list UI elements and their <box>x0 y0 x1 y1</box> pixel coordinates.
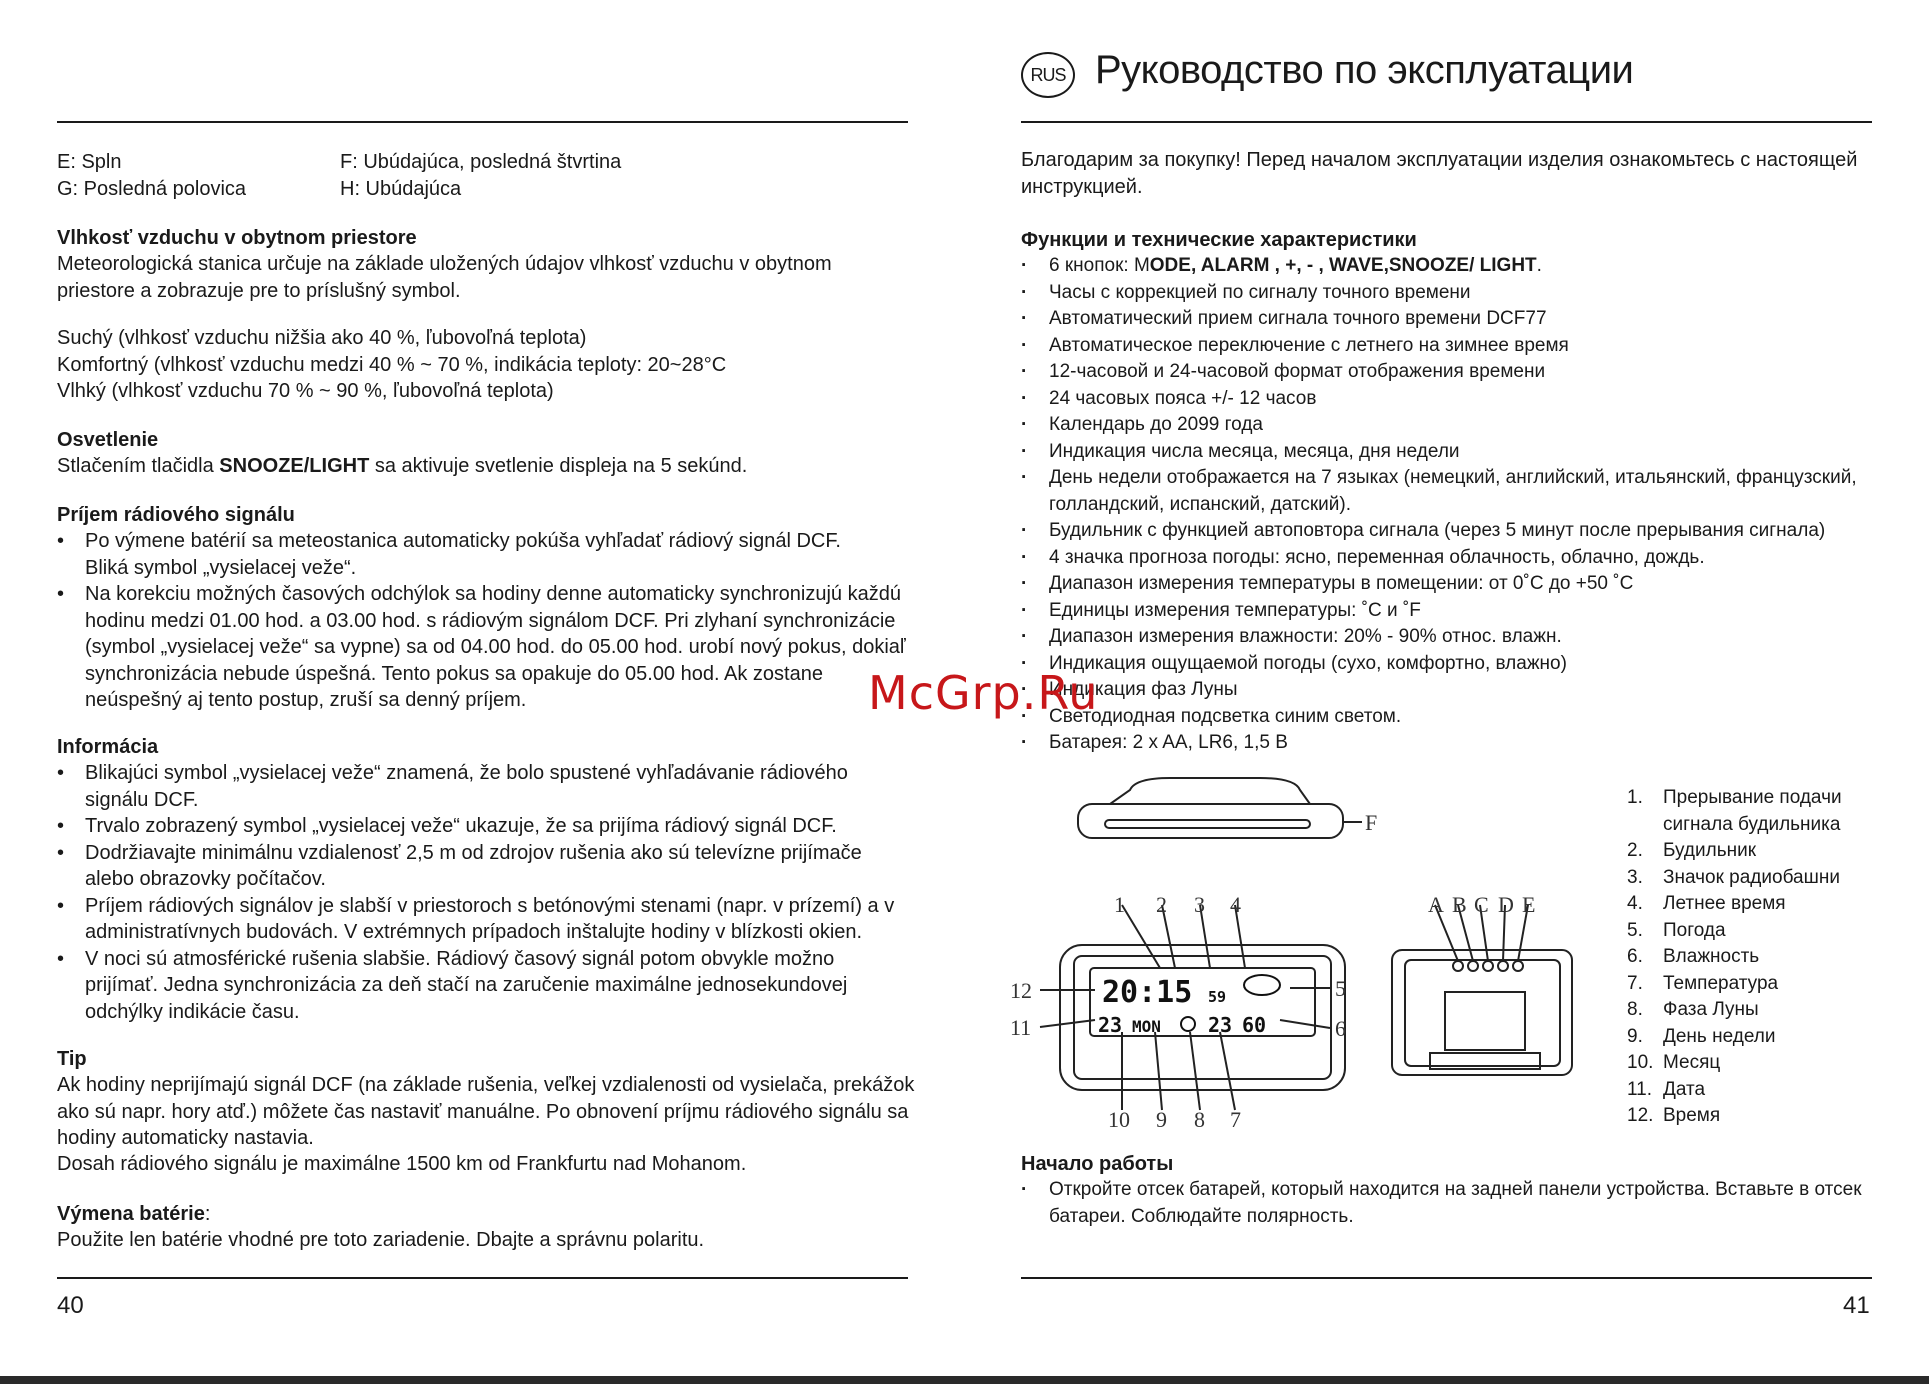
legend-item: 2. Будильник <box>1627 840 1757 861</box>
lcd-seconds: 59 <box>1208 988 1227 1006</box>
moon-phase-row-1 <box>57 149 757 176</box>
diagram-label-1: 1 <box>1114 892 1125 917</box>
right-top-rule <box>1021 121 1872 123</box>
device-diagram <box>1010 770 1580 1140</box>
lcd-weekday: MON <box>1132 1017 1161 1036</box>
diagram-label-9: 9 <box>1156 1107 1167 1132</box>
humidity-heading: Vlhkosť vzduchu v obytnom priestore <box>57 227 417 249</box>
humidity-wet: Vlhký (vlhkosť vzduchu 70 % ~ 90 %, ľubovoľná teplota) <box>57 380 554 402</box>
light-text-post: sa aktivuje svetlenie displeja na 5 sekúnd. <box>369 455 748 477</box>
start-item: · Откройте отсек батарей, который находится на задней панели устройства. Вставьте в отсек батареи. Соблюдайте полярность. <box>1021 1177 1881 1230</box>
right-bottom-rule <box>1021 1277 1872 1279</box>
light-heading: Osvetlenie <box>57 429 159 451</box>
feature-item: · Будильник с функцией автоповтора сигнала (через 5 минут после прерывания сигнала) <box>1021 518 1891 545</box>
tip-heading: Tip <box>57 1048 87 1070</box>
legend-item: 9. День недели <box>1627 1025 1776 1047</box>
diagram-label-2: 2 <box>1156 892 1167 917</box>
diagram-label-10: 10 <box>1108 1107 1130 1132</box>
legend-item: 4. Летнее время <box>1627 893 1786 914</box>
diagram-label-12: 12 <box>1010 978 1032 1003</box>
legend-item: 10. Месяц <box>1627 1052 1721 1073</box>
diagram-label-11: 11 <box>1010 1015 1032 1040</box>
lcd-moon-phase-icon <box>1181 1017 1195 1031</box>
feature-item: · День недели отображается на 7 языках (немецкий, английский, итальянский, французский, голландский, испанский, датский). <box>1021 465 1891 518</box>
feature-item: · Индикация числа месяца, месяца, дня недели <box>1021 439 1891 466</box>
lcd-temperature: 23 <box>1208 1013 1233 1037</box>
bottom-edge-band <box>0 1376 1929 1384</box>
legend-item: 3. Значок радиобашни <box>1627 866 1840 888</box>
tip-text-1: Ak hodiny neprijímajú signál DCF (na základe rušenia, veľkej vzdialenosti od vysielača, prekážok ako sú napr. hory atď.) môžete čas nastaviť manuálne. Po obnovení príjmu rádiového signálu sa hodiny automaticky nastavia. <box>57 1074 915 1149</box>
feature-item: · Автоматический прием сигнала точного времени DCF77 <box>1021 306 1891 333</box>
start-heading: Начало работы <box>1021 1153 1174 1175</box>
diagram-label-7: 7 <box>1230 1107 1241 1132</box>
features-heading: Функции и технические характеристики <box>1021 229 1417 251</box>
light-button-name: SNOOZE/LIGHT <box>219 455 370 477</box>
battery-compartment <box>1445 992 1525 1050</box>
legend-item: 1. Прерывание подачи сигнала будильника <box>1627 787 1842 835</box>
battery-heading-text: Výmena batérie <box>57 1203 205 1225</box>
radio-list <box>57 528 917 714</box>
left-top-rule <box>57 121 908 123</box>
intro-text: Благодарим за покупку! Перед началом эксплуатации изделия ознакомьтесь с настоящей инструкцией. <box>1021 149 1858 198</box>
feature-item: · Индикация ощущаемой погоды (сухо, комфортно, влажно) <box>1021 651 1891 678</box>
tip-text-2: Dosah rádiového signálu je maximálne 1500 km od Frankfurtu nad Mohanom. <box>57 1153 747 1175</box>
radio-heading: Príjem rádiového signálu <box>57 504 295 526</box>
feature-item: · Диапазон измерения температуры в помещении: от 0˚C до +50 ˚C <box>1021 571 1891 598</box>
device-top-view-body <box>1110 778 1310 804</box>
moon-phase-g: G: Posledná polovica <box>57 178 247 200</box>
lcd-weather-cloud-icon <box>1244 975 1280 995</box>
battery-heading-colon: : <box>204 1203 211 1225</box>
watermark-text: McGrp.Ru <box>868 666 1099 720</box>
feature-item: · Индикация фаз Луны <box>1021 677 1891 704</box>
humidity-dry: Suchý (vlhkosť vzduchu nižšia ako 40 %, ľubovoľná teplota) <box>57 327 587 349</box>
lcd-time: 20:15 <box>1102 975 1193 1010</box>
diagram-label-3: 3 <box>1194 892 1205 917</box>
feature-item: · Календарь до 2099 года <box>1021 412 1891 439</box>
page-number-left: 40 <box>57 1292 84 1319</box>
diagram-label-8: 8 <box>1194 1107 1205 1132</box>
feature-item: · 12-часовой и 24-часовой формат отображения времени <box>1021 359 1891 386</box>
legend-item: 7. Температура <box>1627 972 1779 994</box>
legend-item: 8. Фаза Луны <box>1627 999 1759 1020</box>
feature-item: · Единицы измерения температуры: ˚C и ˚F <box>1021 598 1891 625</box>
info-list <box>57 760 907 1025</box>
radio-item-1: • Po výmene batérií sa meteostanica automaticky pokúša vyhľadať rádiový signál DCF. Bliká symbol „vysielacej veže“. <box>57 528 885 581</box>
feature-item: · Светодиодная подсветка синим светом. <box>1021 704 1891 731</box>
diagram-label-e: E <box>1522 892 1536 917</box>
info-item-4: • Príjem rádiových signálov je slabší v priestoroch s betónovými stenami (napr. v prízemí) a v administratívnych budovách. V extrémnych prípadoch inštalujte hodiny v blízkosti okien. <box>57 893 907 946</box>
legend-item: 6. Влажность <box>1627 946 1760 967</box>
diagram-label-4: 4 <box>1230 892 1241 917</box>
radio-item-2: • Na korekciu možných časových odchýlok sa hodiny denne automaticky synchronizujú každú hodinu medzi 01.00 hod. a 03.00 hod. s rádiovým signálom DCF. Pri zlyhaní synchronizácie (symbol „vysielacej veže“ sa vypne) sa od 04.00 hod. do 05.00 hod. urobí nový pokus, dokiaľ synchronizácia nebude úspešná. Tento pokus sa opakuje do 05.00 hod. Ak zostane neúspešný aj tento postup, zruší sa denný príjem. <box>57 581 917 714</box>
info-item-1: • Blikajúci symbol „vysielacej veže“ znamená, že bolo spustené vyhľadávanie rádiového signálu DCF. <box>57 760 885 813</box>
legend-item: 5. Погода <box>1627 919 1726 941</box>
info-heading: Informácia <box>57 736 159 758</box>
lcd-date: 23 <box>1098 1013 1123 1037</box>
diagram-label-6: 6 <box>1335 1016 1346 1041</box>
moon-phase-e: E: Spln <box>57 151 122 173</box>
diagram-label-f: F <box>1365 810 1378 835</box>
feature-buttons <box>1021 253 1891 280</box>
info-item-3: • Dodržiavajte minimálnu vzdialenosť 2,5 m od zdrojov rušenia ako sú televízne prijímače alebo obrazovky počítačov. <box>57 840 895 893</box>
features-list <box>1021 253 1891 757</box>
diagram-label-b: B <box>1452 892 1467 917</box>
humidity-text: Meteorologická stanica určuje na základe uložených údajov vlhkosť vzduchu v obytnom priestore a zobrazuje pre to príslušný symbol. <box>57 253 832 302</box>
diagram-legend <box>1627 785 1877 1130</box>
legend-item: 11. Дата <box>1627 1078 1706 1100</box>
light-text-pre: Stlačením tlačidla <box>57 455 220 477</box>
feature-item: · 24 часовых пояса +/- 12 часов <box>1021 386 1891 413</box>
device-top-button-strip <box>1105 820 1310 828</box>
rus-language-badge: RUS <box>1021 52 1075 98</box>
info-item-2: • Trvalo zobrazený symbol „vysielacej veže“ ukazuje, že sa prijíma rádiový signál DCF. <box>57 813 907 840</box>
feature-item: · Диапазон измерения влажности: 20% - 90% относ. влажн. <box>1021 624 1891 651</box>
start-list <box>1021 1177 1881 1230</box>
moon-phase-h: H: Ubúdajúca <box>340 178 462 200</box>
feature-item: · Часы с коррекцией по сигналу точного времени <box>1021 280 1891 307</box>
battery-heading <box>57 1201 210 1228</box>
moon-phase-f: F: Ubúdajúca, posledná štvrtina <box>340 151 622 173</box>
feature-item: · 4 значка прогноза погоды: ясно, переменная облачность, облачно, дождь. <box>1021 545 1891 572</box>
feature-buttons-post: . <box>1536 255 1542 276</box>
feature-buttons-pre: 6 кнопок: M <box>1049 255 1150 276</box>
moon-phase-row-2 <box>57 176 757 203</box>
diagram-label-d: D <box>1498 892 1514 917</box>
diagram-label-c: C <box>1474 892 1489 917</box>
feature-item: · Батарея: 2 x AA, LR6, 1,5 В <box>1021 730 1891 757</box>
diagram-label-a: A <box>1428 892 1444 917</box>
legend-item: 12. Время <box>1627 1105 1721 1126</box>
feature-buttons-names: ODE, ALARM , +, - , WAVE,SNOOZE/ LIGHT <box>1149 255 1537 276</box>
light-text <box>57 453 907 480</box>
left-bottom-rule <box>57 1277 908 1279</box>
battery-text: Použite len batérie vhodné pre toto zariadenie. Dbajte a správnu polaritu. <box>57 1229 705 1251</box>
lcd-humidity: 60 <box>1242 1013 1267 1037</box>
diagram-label-5: 5 <box>1335 976 1346 1001</box>
page-number-right: 41 <box>1843 1292 1870 1319</box>
feature-item: · Автоматическое переключение с летнего на зимнее время <box>1021 333 1891 360</box>
humidity-comfort: Komfortný (vlhkosť vzduchu medzi 40 % ~ 70 %, indikácia teploty: 20~28°C <box>57 354 727 376</box>
device-back-outline <box>1392 950 1572 1075</box>
page-title: Руководство по эксплуатации <box>1095 48 1634 92</box>
info-item-5: • V noci sú atmosférické rušenia slabšie. Rádiový časový signál potom obvykle možno prijímať. Jedna synchronizácia za deň stačí na zaručenie maximálne jednosekundovej odchýlky indikácie času. <box>57 946 895 1026</box>
